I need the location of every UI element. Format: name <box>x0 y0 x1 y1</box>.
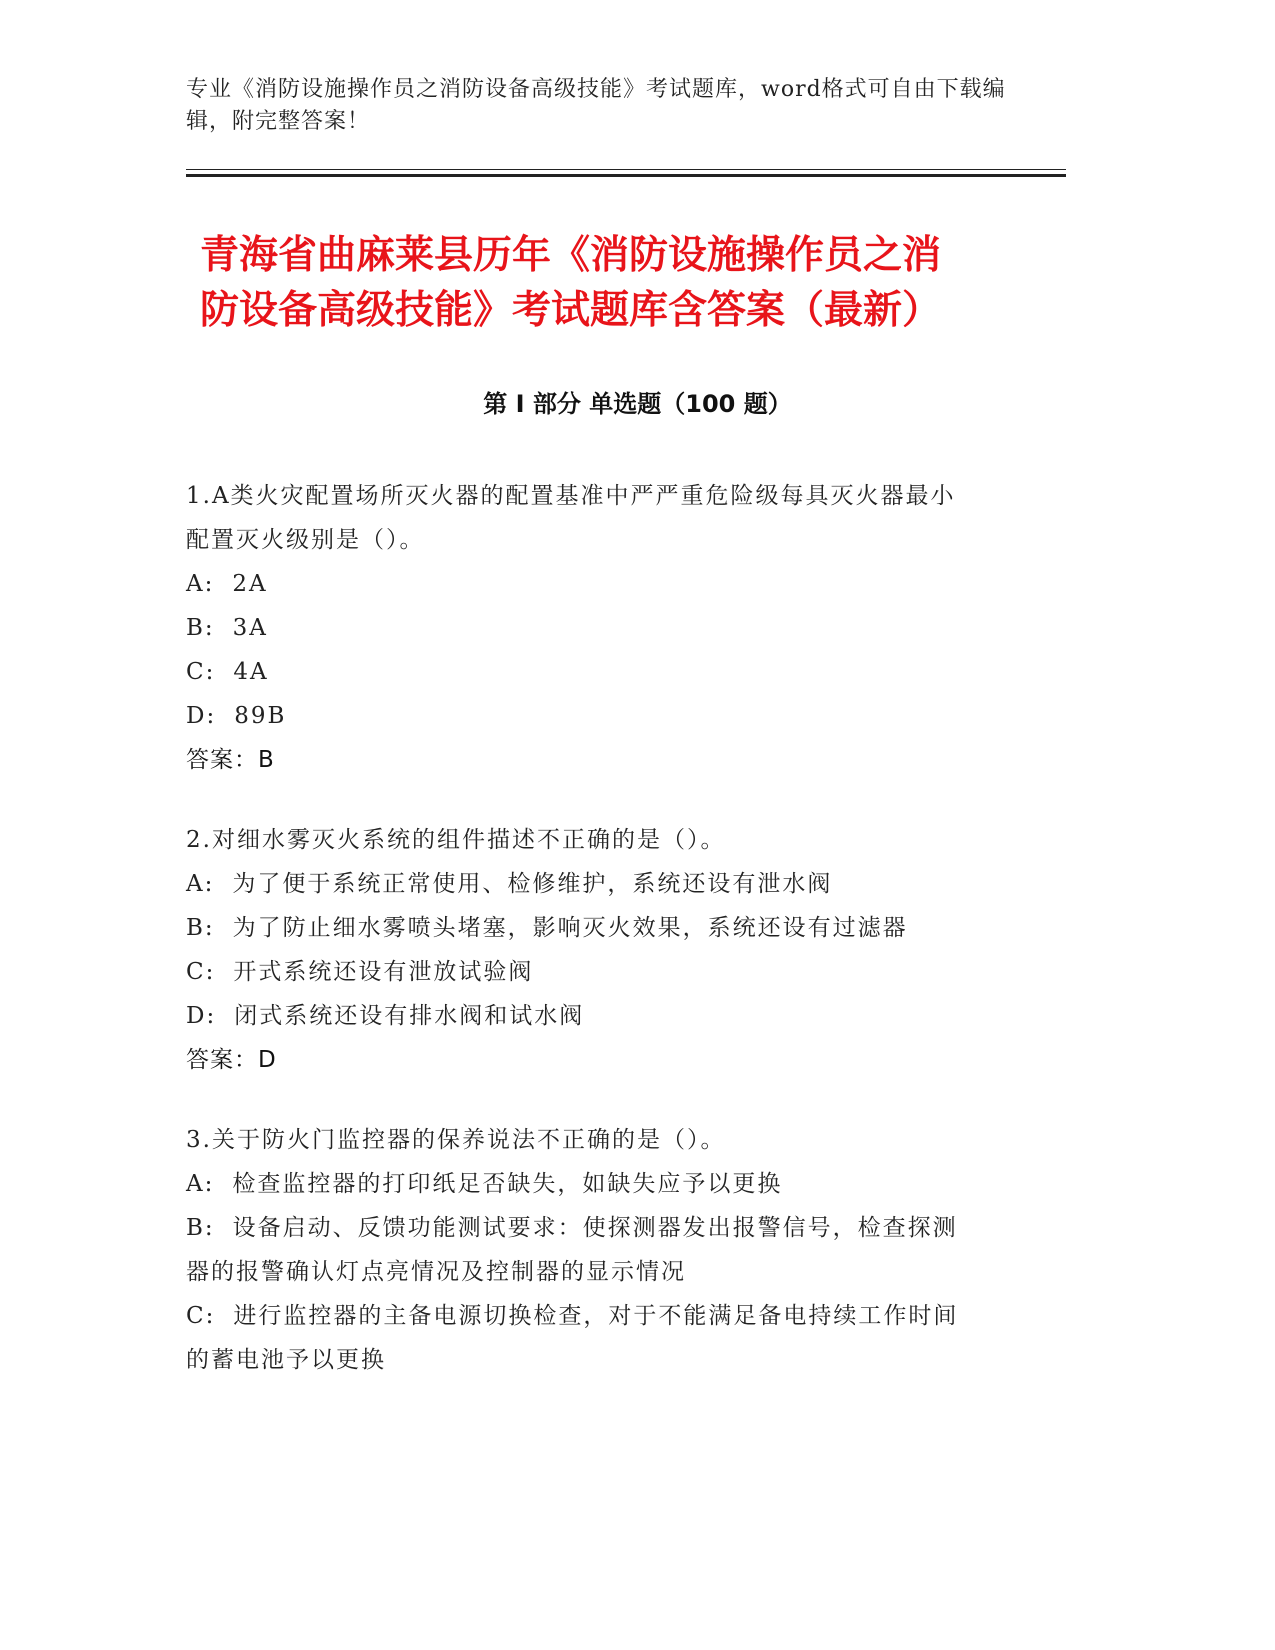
header-divider-thin <box>186 169 1066 170</box>
option-b <box>186 906 1066 950</box>
option-b <box>186 1206 1066 1294</box>
option-text-continued: 的蓄电池予以更换 <box>186 1347 386 1373</box>
option-text: 89B <box>234 703 287 729</box>
option-key: B: <box>186 615 215 641</box>
question-1 <box>186 474 1066 782</box>
question-stem <box>186 1118 1066 1162</box>
header-note-line-2: 辑，附完整答案！ <box>186 109 371 134</box>
question-stem-line: 2.对细水雾灭火系统的组件描述不正确的是（）。 <box>186 827 726 853</box>
option-text: 为了便于系统正常使用、检修维护，系统还设有泄水阀 <box>232 871 833 897</box>
option-text: 3A <box>232 615 268 641</box>
option-text: 闭式系统还设有排水阀和试水阀 <box>234 1003 585 1029</box>
option-key: A: <box>186 1171 215 1197</box>
answer: 答案：B <box>186 747 275 773</box>
option-text: 设备启动、反馈功能测试要求：使探测器发出报警信号，检查探测 <box>232 1215 958 1241</box>
option-text-continued: 器的报警确认灯点亮情况及控制器的显示情况 <box>186 1259 686 1285</box>
option-text: 4A <box>233 659 269 685</box>
question-2 <box>186 818 1066 1082</box>
title-line-2: 防设备高级技能》考试题库含答案（最新） <box>200 288 942 333</box>
answer: 答案：D <box>186 1047 277 1073</box>
option-text: 为了防止细水雾喷头堵塞，影响灭火效果，系统还设有过滤器 <box>232 915 908 941</box>
option-c <box>186 1294 1066 1382</box>
question-stem <box>186 474 1066 562</box>
option-d <box>186 994 1066 1038</box>
option-key: C: <box>186 659 216 685</box>
option-a <box>186 1162 1066 1206</box>
option-text: 进行监控器的主备电源切换检查，对于不能满足备电持续工作时间 <box>233 1303 959 1329</box>
option-key: D: <box>186 1003 217 1029</box>
question-stem-line: 1.A类火灾配置场所灭火器的配置基准中严严重危险级每具灭火器最小 <box>186 483 956 509</box>
section-heading: 第 I 部分 单选题（100 题） <box>483 390 792 418</box>
question-stem-line: 配置灭火级别是（）。 <box>186 527 425 553</box>
header-note <box>186 74 1066 138</box>
option-key: B: <box>186 915 215 941</box>
option-key: A: <box>186 871 215 897</box>
option-c <box>186 650 1066 694</box>
option-key: D: <box>186 703 217 729</box>
option-c <box>186 950 1066 994</box>
option-key: A: <box>186 571 215 597</box>
question-stem-line: 3.关于防火门监控器的保养说法不正确的是（）。 <box>186 1127 726 1153</box>
document-title <box>200 228 1100 338</box>
question-list <box>186 474 1066 1418</box>
question-3 <box>186 1118 1066 1382</box>
option-d <box>186 694 1066 738</box>
option-key: C: <box>186 959 216 985</box>
option-a <box>186 562 1066 606</box>
option-a <box>186 862 1066 906</box>
question-stem <box>186 818 1066 862</box>
header-divider-thick <box>186 174 1066 177</box>
option-b <box>186 606 1066 650</box>
title-line-1: 青海省曲麻莱县历年《消防设施操作员之消 <box>200 233 942 278</box>
option-text: 检查监控器的打印纸足否缺失，如缺失应予以更换 <box>232 1171 783 1197</box>
option-text: 开式系统还设有泄放试验阀 <box>233 959 534 985</box>
option-key: B: <box>186 1215 215 1241</box>
option-key: C: <box>186 1303 216 1329</box>
header-note-line-1: 专业《消防设施操作员之消防设备高级技能》考试题库，word格式可自由下载编 <box>186 77 1006 102</box>
option-text: 2A <box>232 571 268 597</box>
